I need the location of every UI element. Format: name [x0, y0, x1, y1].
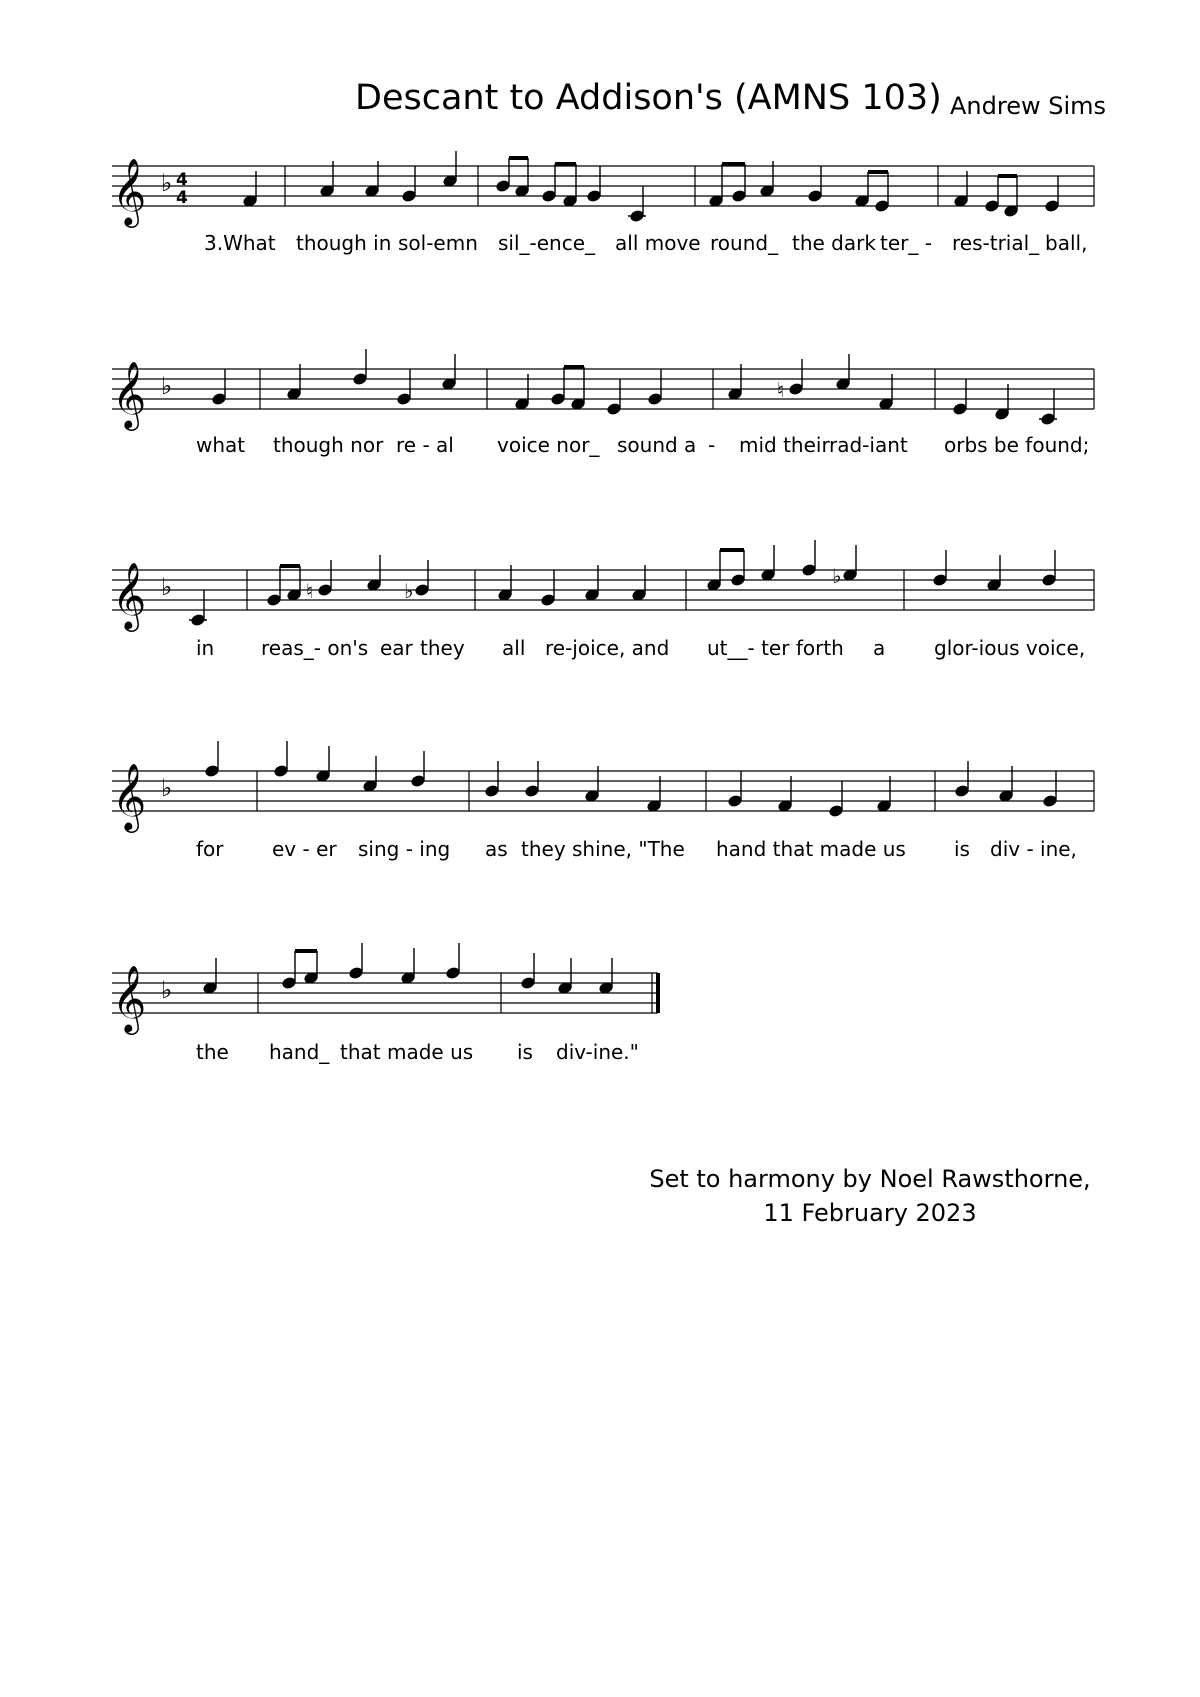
lyric-syllable: round_ [710, 231, 779, 255]
lyric-syllable: hand_ [269, 1040, 330, 1064]
svg-text:♭: ♭ [832, 564, 842, 588]
treble-clef-icon: 𝄞 [112, 157, 147, 225]
lyric-syllable: sing - ing [358, 837, 451, 861]
lyric-syllable: the dark [792, 231, 876, 255]
time-signature-top: 4 [176, 170, 188, 190]
lyrics-system-5 [196, 1040, 639, 1064]
lyric-syllable: though nor [273, 433, 384, 457]
lyric-syllable: as [485, 837, 508, 861]
lyric-syllable: hand that made us [716, 837, 906, 861]
lyric-syllable: sil_-ence_ [498, 231, 596, 255]
flat-key-signature-icon: ♭ [161, 169, 173, 197]
lyric-syllable: is [954, 837, 970, 861]
lyric-syllable: is [517, 1040, 533, 1064]
lyric-syllable: all move [615, 231, 701, 255]
flat-key-signature-icon: ♭ [161, 372, 173, 400]
lyric-syllable: res-trial_ [952, 231, 1040, 255]
lyric-syllable: reas_- on's [261, 636, 369, 660]
composer-name: Andrew Sims [950, 92, 1107, 120]
staff-system-5 [112, 973, 658, 1013]
notes-system-2 [212, 349, 1057, 425]
lyric-syllable: mid their [739, 433, 830, 457]
lyric-syllable: sol-emn [398, 231, 478, 255]
lyric-syllable: what [196, 433, 246, 457]
lyric-syllable: voice nor_ [497, 433, 600, 457]
lyric-syllable: rad-iant [829, 433, 908, 457]
treble-clef-icon: 𝄞 [112, 561, 147, 629]
flat-key-signature-icon: ♭ [161, 774, 173, 802]
svg-text:♮: ♮ [306, 579, 314, 603]
treble-clef-icon: 𝄞 [112, 762, 147, 830]
lyric-syllable: re - al [396, 433, 454, 457]
staff-system-2 [112, 369, 1094, 409]
lyric-syllable: the [196, 1040, 229, 1064]
treble-clef-icon: 𝄞 [112, 964, 147, 1032]
lyric-syllable: div - ine, [990, 837, 1077, 861]
lyric-syllable: though in [296, 231, 392, 255]
lyric-syllable: ter_ - [880, 231, 932, 255]
credit-line-arranger: Set to harmony by Noel Rawsthorne, [649, 1165, 1091, 1193]
lyrics-system-4 [196, 837, 1077, 861]
lyric-syllable: 3.What [204, 231, 276, 255]
lyric-syllable: glor-ious voice, [934, 636, 1086, 660]
lyric-syllable: for [196, 837, 224, 861]
lyric-syllable: ball, [1045, 231, 1088, 255]
notes-system-4 [205, 741, 1057, 817]
lyric-syllable: a [873, 636, 886, 660]
arrangement-credit [640, 1162, 1100, 1230]
lyric-syllable: ear [380, 636, 413, 660]
lyrics-system-3 [196, 636, 1085, 660]
staff-system-4 [112, 771, 1094, 811]
notes-system-1 [243, 151, 1059, 222]
time-signature-bottom: 4 [176, 188, 188, 208]
staff-system-1 [112, 166, 1094, 206]
lyrics-system-2 [196, 433, 1089, 457]
lyrics-system-1 [204, 231, 1087, 255]
lyric-syllable: - [708, 433, 716, 457]
notes-system-3 [189, 540, 1056, 626]
svg-text:♭: ♭ [404, 579, 414, 603]
flat-key-signature-icon: ♭ [161, 573, 173, 601]
lyric-syllable: in [196, 636, 215, 660]
notes-system-5 [203, 943, 613, 994]
lyric-syllable: orbs be found; [944, 433, 1090, 457]
lyric-syllable: ut__- ter forth [707, 636, 844, 660]
treble-clef-icon: 𝄞 [112, 360, 147, 428]
svg-text:♮: ♮ [777, 378, 785, 402]
lyric-syllable: they [420, 636, 465, 660]
lyric-syllable: sound a [617, 433, 697, 457]
lyric-syllable: ev - er [272, 837, 337, 861]
lyric-syllable: that made us [340, 1040, 474, 1064]
lyric-syllable: div-ine." [556, 1040, 639, 1064]
lyric-syllable: all [502, 636, 526, 660]
lyric-syllable: re-joice, and [545, 636, 670, 660]
credit-line-date: 11 February 2023 [763, 1199, 977, 1227]
lyric-syllable: they shine, "The [521, 837, 685, 861]
score-title: Descant to Addison's (AMNS 103) [355, 78, 942, 118]
flat-key-signature-icon: ♭ [161, 976, 173, 1004]
